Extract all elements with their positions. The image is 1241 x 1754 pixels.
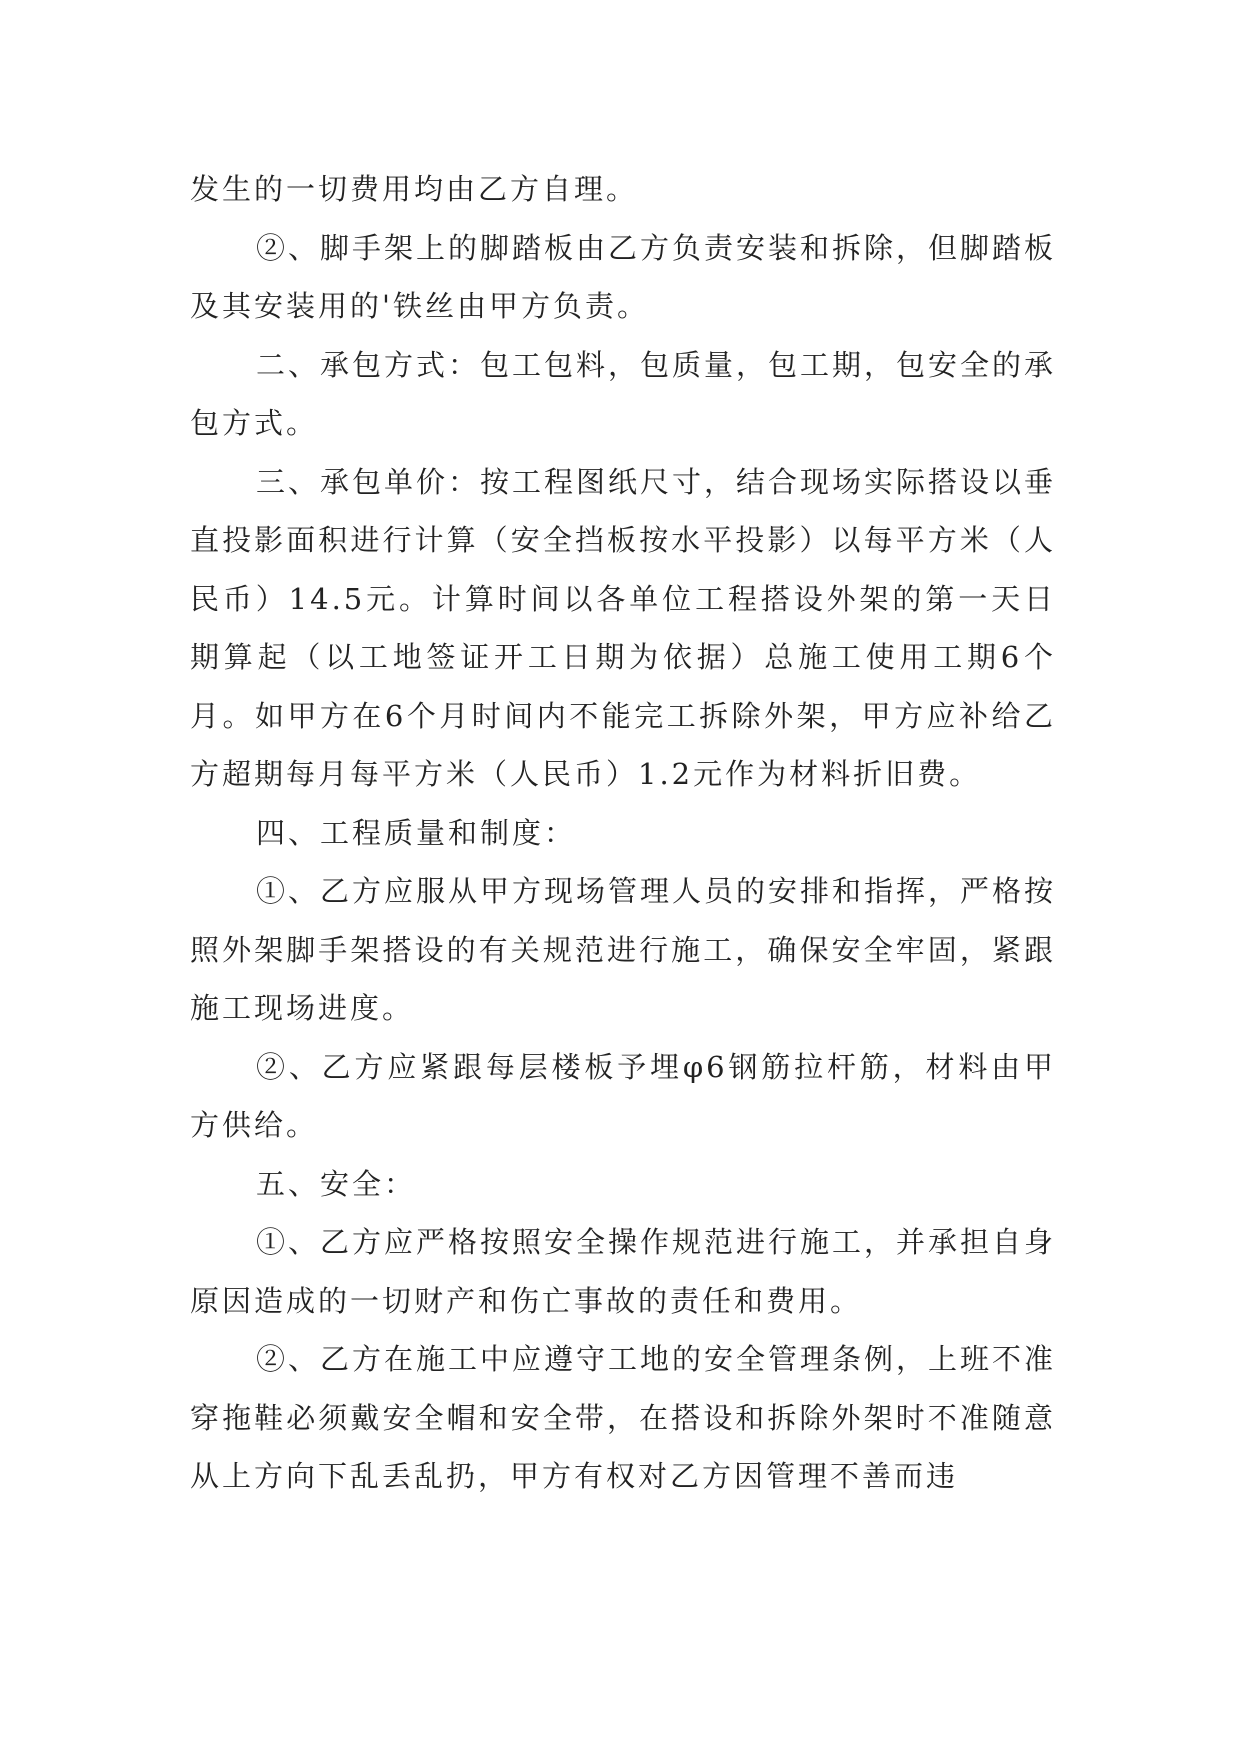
paragraph-2: ②、脚手架上的脚踏板由乙方负责安装和拆除，但脚踏板及其安装用的'铁丝由甲方负责。 [190,230,1057,323]
paragraph-9: ①、乙方应严格按照安全操作规范进行施工，并承担自身原因造成的一切财产和伤亡事故的责任和费用。 [190,1225,1057,1318]
paragraph-10: ②、乙方在施工中应遵守工地的安全管理条例，上班不准穿拖鞋必须戴安全帽和安全带，在搭设和拆除外架时不准随意从上方向下乱丢乱扔，甲方有权对乙方因管理不善而违 [190,1342,1057,1493]
paragraph-1: 发生的一切费用均由乙方自理。 [190,172,639,206]
paragraph-6: ①、乙方应服从甲方现场管理人员的安排和指挥，严格按照外架脚手架搭设的有关规范进行施工，确保安全牢固，紧跟施工现场进度。 [190,874,1057,1025]
paragraph-8: 五、安全： [256,1166,417,1201]
document-body [190,160,1056,1506]
paragraph-4: 三、承包单价：按工程图纸尺寸，结合现场实际搭设以垂直投影面积进行计算（安全挡板按水平投影）以每平方米（人民币）14.5元。计算时间以各单位工程搭设外架的第一天日期算起（以工地签证开工日期为依据）总施工使用工期6个月。如甲方在6个月时间内不能完工拆除外架，甲方应补给乙方超期每月每平方米（人民币）1.2元作为材料折旧费。 [190,464,1057,791]
paragraph-7: ②、乙方应紧跟每层楼板予埋φ6钢筋拉杆筋，材料由甲方供给。 [190,1049,1056,1142]
paragraph-3: 二、承包方式：包工包料，包质量，包工期，包安全的承包方式。 [190,347,1057,440]
paragraph-5: 四、工程质量和制度： [256,815,577,850]
